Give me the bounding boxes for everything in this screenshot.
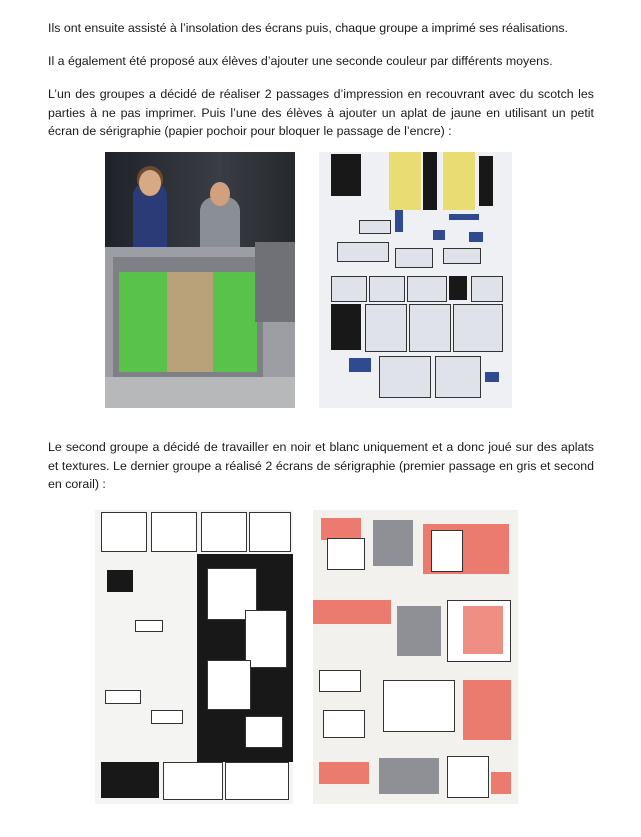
paragraph-insolation: Ils ont ensuite assisté à l’insolation des écrans puis, chaque groupe a imprimé ses réalisations. [48,21,568,35]
print-comic-panel [201,512,247,552]
print-comic-panel [225,762,289,800]
machine-arm [255,242,295,322]
print-text-box [105,690,141,704]
print-comic-panel [471,276,503,302]
print-coral-roof [321,518,361,540]
print-blue-mark [395,210,403,232]
print-white-bubble [245,610,287,668]
paragraph-group-one: L’un des groupes a décidé de réaliser 2 passages d’impression en recouvrant avec du scotch les parties à ne pas imprimer. Puis l’une des élèves à ajouter un aplat de jaune en utilisant un petit écran de sérigraphie (papier pochoir pour bloquer le passage de l’encre) : [48,87,594,138]
photo-coral-grey-print [313,510,518,804]
print-black-block [479,156,493,206]
print-comic-panel [365,304,407,352]
print-comic-panel [163,762,223,800]
print-comic-panel [383,680,455,732]
print-comic-panel [249,512,291,552]
print-blue-mark [349,358,371,372]
print-comic-panel [379,356,431,398]
student-head [210,182,230,206]
paragraph-groups-two-three: Le second groupe a décidé de travailler en noir et blanc uniquement et a donc joué sur des aplats et textures. Le dernier groupe a réalisé 2 écrans de sérigraphie (premier passage en gris et second en corail) : [48,440,594,491]
print-white-bubble [245,716,283,748]
print-text-box [395,248,433,268]
print-yellow-panel [443,152,475,210]
print-blue-mark [449,214,479,220]
print-grey-block [379,758,439,794]
print-black-block [331,154,361,196]
print-house [327,538,365,570]
paragraph-second-color: Il a également été proposé aux élèves d’ajouter une seconde couleur par différents moyens. [48,54,553,68]
print-text-box [319,670,361,692]
print-text-box [443,248,481,264]
print-text-box [135,620,163,632]
print-black-block [107,570,133,592]
print-text-box [323,710,365,738]
photo-yellow-print [319,152,512,408]
print-comic-panel [101,512,147,552]
print-yellow-panel [389,152,421,210]
print-grey-block [373,520,413,566]
photo-black-white-print [95,510,293,804]
print-black-block [423,152,437,210]
student-head [139,170,161,196]
print-comic-panel [409,304,451,352]
print-comic-panel [435,356,481,398]
print-text-box [359,220,391,234]
print-text-box [151,710,183,724]
print-comic-panel [431,530,463,572]
print-blue-mark [469,232,483,242]
print-comic-panel [331,276,367,302]
machine-base [105,377,295,408]
print-black-block [331,304,361,350]
photo-screen-printing-table [105,152,295,408]
print-comic-panel [369,276,405,302]
masking-tape-strip [167,272,213,372]
print-white-bubble [207,660,251,710]
print-black-block [449,276,467,300]
print-comic-panel [447,756,489,798]
print-comic-panel [407,276,447,302]
print-text-box [337,242,389,262]
print-coral-block [491,772,511,794]
print-blue-mark [485,372,499,382]
print-grey-block [397,606,441,656]
print-coral-zigzag [463,606,503,654]
print-coral-block [319,762,369,784]
print-comic-panel [151,512,197,552]
print-blue-mark [433,230,445,240]
print-comic-panel [453,304,503,352]
print-black-block [101,762,159,798]
print-coral-zigzag [463,680,511,740]
print-coral-band [313,600,391,624]
